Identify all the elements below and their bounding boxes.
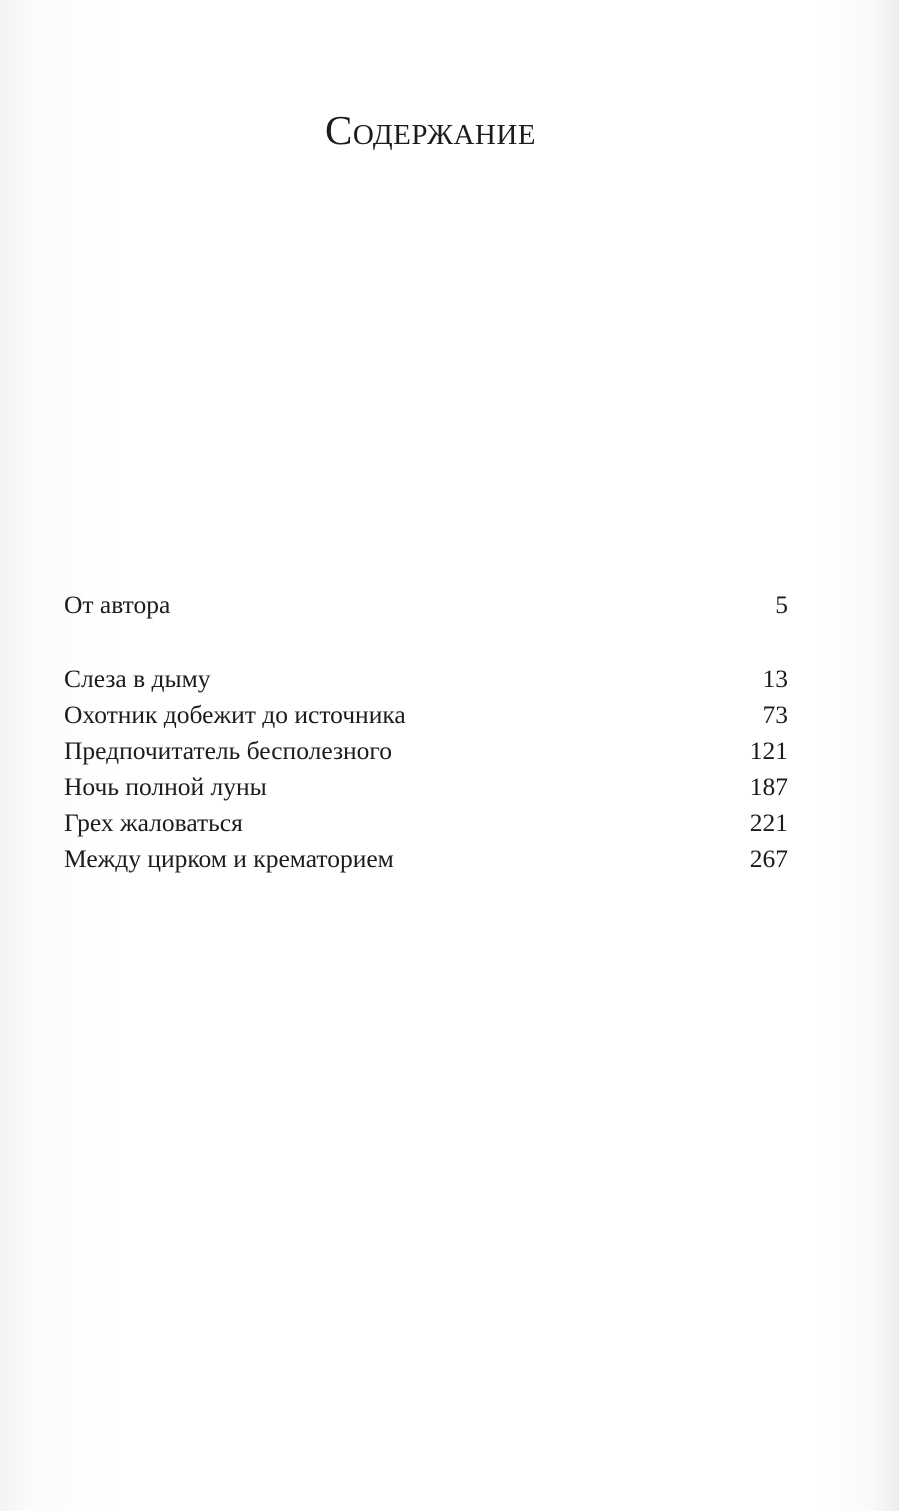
toc-entry-page: 221	[749, 808, 788, 837]
toc-entry	[64, 841, 788, 877]
toc-entry-page: 121	[749, 736, 788, 765]
toc-entry-title: От автора	[64, 590, 171, 619]
toc-entry-title: Слеза в дыму	[64, 664, 211, 693]
toc-entry-title: Охотник добежит до источника	[64, 700, 406, 729]
page-edge-shadow	[871, 0, 899, 1511]
toc-entry-page: 267	[749, 844, 788, 873]
toc-entry-title: Предпочитатель бесполезного	[64, 736, 393, 765]
page-title: Содержание	[325, 107, 536, 153]
toc-entry-page: 5	[775, 590, 788, 619]
toc-entry	[64, 769, 788, 805]
toc-entry-title: Грех жаловаться	[64, 808, 243, 837]
toc-entry-page: 187	[749, 772, 788, 801]
toc-entry	[64, 587, 788, 623]
table-of-contents	[64, 587, 788, 877]
toc-entry-page: 13	[762, 664, 788, 693]
toc-entry	[64, 697, 788, 733]
toc-entry-title: Между цирком и крематорием	[64, 844, 394, 873]
toc-entry	[64, 661, 788, 697]
toc-entry-title: Ночь полной луны	[64, 772, 267, 801]
toc-entry	[64, 805, 788, 841]
toc-entry-page: 73	[762, 700, 788, 729]
toc-entry	[64, 733, 788, 769]
